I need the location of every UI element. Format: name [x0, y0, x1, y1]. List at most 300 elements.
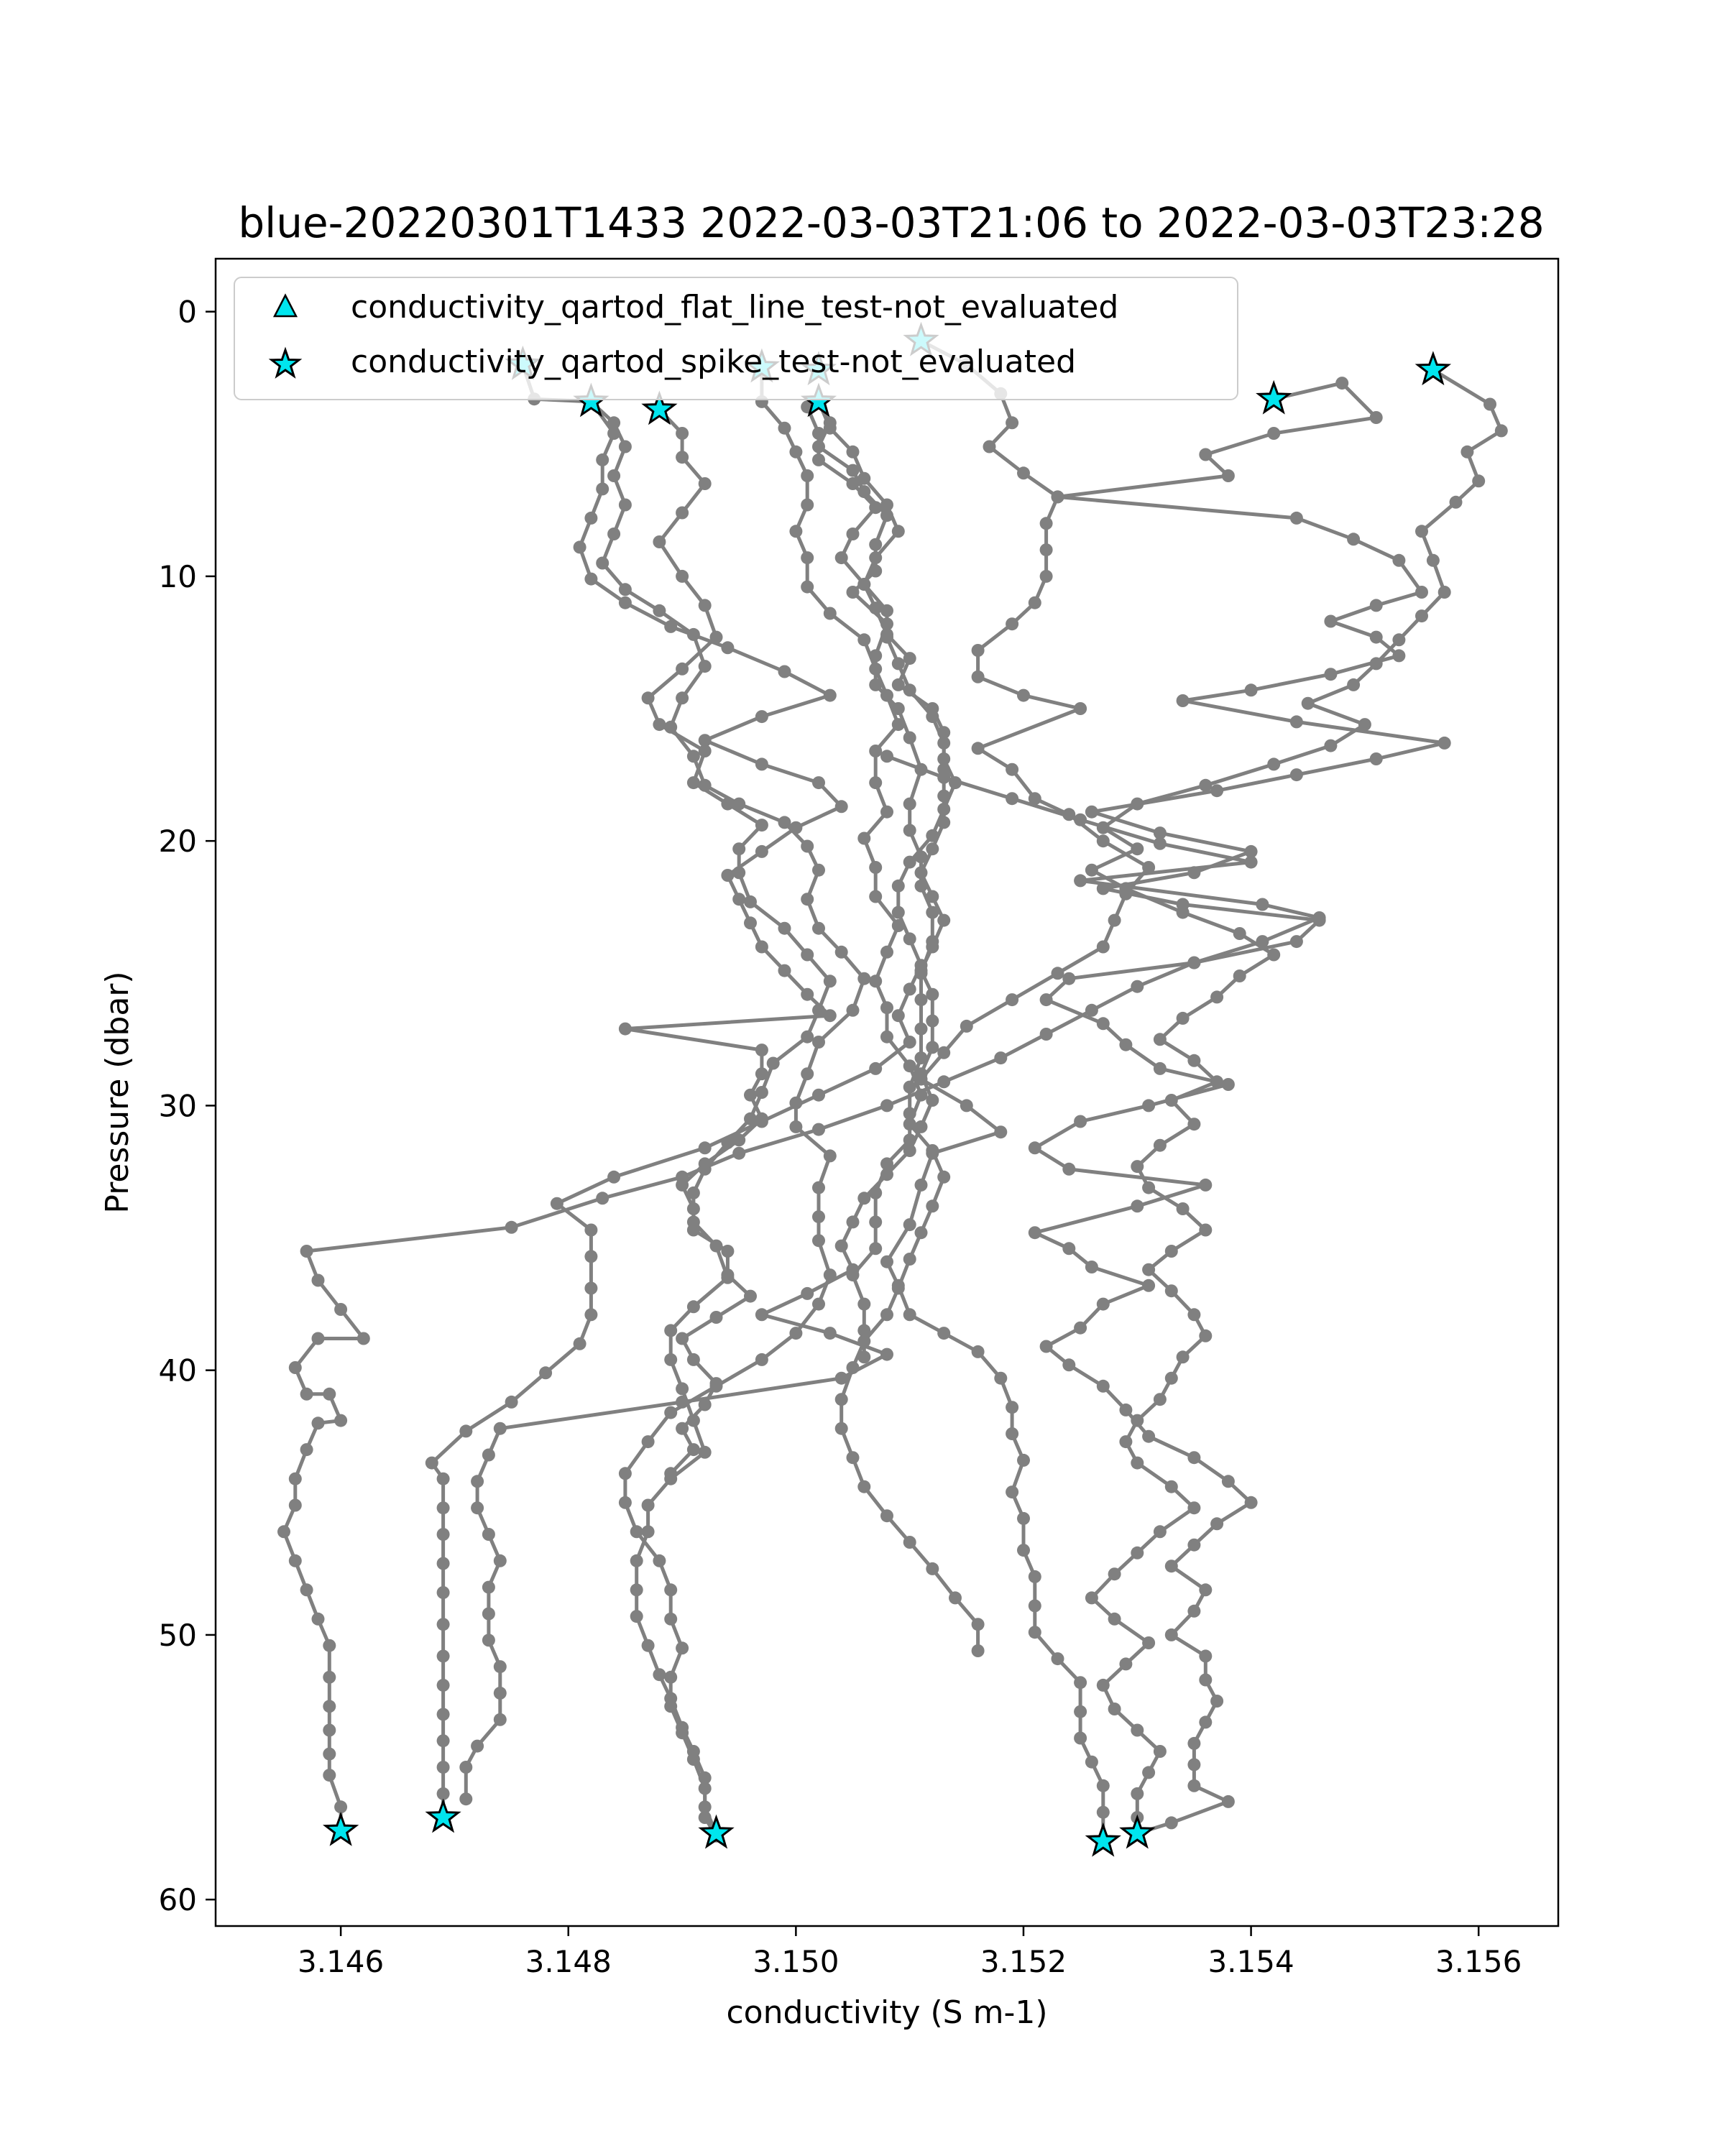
profile-point — [494, 1554, 507, 1567]
profile-point — [1370, 411, 1383, 424]
profile-point — [312, 1416, 325, 1429]
profile-point — [1131, 1787, 1144, 1800]
profile-point — [880, 1001, 893, 1014]
profile-point — [1029, 792, 1041, 805]
profile-point — [972, 671, 985, 683]
profile-point — [926, 988, 939, 1001]
profile-point — [926, 906, 939, 919]
profile-point — [574, 540, 586, 553]
profile-point — [960, 1099, 973, 1112]
profile-point — [437, 1501, 450, 1514]
profile-point — [1154, 1745, 1167, 1758]
profile-point — [915, 1179, 928, 1192]
profile-point — [1097, 1017, 1110, 1030]
profile-point — [732, 842, 745, 855]
profile-point — [1052, 967, 1064, 980]
profile-point — [1119, 1435, 1132, 1448]
profile-point — [721, 1136, 734, 1149]
profile-point — [801, 551, 814, 564]
profile-point — [926, 1094, 939, 1107]
y-tick-label: 60 — [158, 1882, 197, 1918]
profile-point — [903, 856, 916, 869]
profile-point — [915, 1051, 928, 1064]
profile-point — [812, 1123, 825, 1136]
profile-point — [869, 1215, 882, 1228]
profile-point — [732, 1147, 745, 1160]
profile-point — [721, 798, 734, 811]
profile-point — [437, 1734, 450, 1747]
profile-point — [892, 657, 905, 670]
profile-point — [699, 1772, 712, 1784]
profile-point — [869, 861, 882, 874]
profile-point — [937, 1046, 950, 1059]
profile-point — [892, 880, 905, 893]
profile-point — [437, 1528, 450, 1541]
profile-point — [903, 1536, 916, 1549]
profile-point — [619, 1023, 632, 1036]
profile-point — [676, 1422, 689, 1435]
profile-point — [494, 1713, 507, 1726]
profile-point — [653, 1554, 666, 1567]
profile-point — [903, 683, 916, 696]
profile-point — [1062, 1242, 1075, 1255]
profile-point — [1006, 993, 1018, 1006]
profile-point — [937, 763, 950, 776]
profile-point — [642, 1499, 655, 1512]
y-tick-label: 40 — [158, 1353, 197, 1388]
profile-point — [1062, 972, 1075, 985]
profile-point — [732, 1133, 745, 1146]
profile-point — [1187, 1308, 1200, 1321]
profile-point — [1108, 1613, 1121, 1626]
profile-point — [642, 691, 655, 704]
profile-point — [869, 1187, 882, 1199]
profile-point — [619, 583, 632, 596]
profile-point — [459, 1761, 472, 1774]
profile-point — [937, 803, 950, 816]
profile-point — [1119, 1404, 1132, 1416]
profile-point — [880, 499, 893, 512]
profile-point — [755, 1353, 768, 1366]
profile-point — [1040, 517, 1053, 530]
profile-point — [687, 1443, 700, 1456]
profile-point — [869, 538, 882, 551]
profile-point — [903, 1218, 916, 1231]
profile-point — [1142, 1279, 1155, 1292]
profile-point — [903, 1081, 916, 1094]
profile-point — [1085, 864, 1098, 877]
profile-point — [1062, 1163, 1075, 1176]
profile-point — [1154, 1062, 1167, 1075]
profile-point — [915, 1089, 928, 1102]
profile-point — [699, 779, 712, 792]
profile-point — [847, 528, 860, 540]
profile-point — [1006, 1427, 1018, 1440]
profile-point — [1040, 570, 1053, 583]
profile-point — [1245, 1496, 1258, 1509]
profile-point — [744, 1112, 757, 1125]
profile-point — [1199, 1583, 1212, 1596]
profile-point — [699, 477, 712, 490]
profile-point — [1347, 533, 1360, 545]
profile-point — [926, 1015, 939, 1028]
profile-point — [1324, 740, 1337, 752]
profile-point — [857, 472, 870, 485]
profile-point — [926, 941, 939, 954]
profile-point — [1187, 1758, 1200, 1771]
profile-point — [1165, 1372, 1178, 1385]
legend-label-spike: conductivity_qartod_spike_test-not_evaluated — [351, 344, 1077, 380]
profile-point — [323, 1671, 336, 1684]
profile-point — [915, 1023, 928, 1036]
profile-point — [539, 1366, 552, 1379]
profile-point — [664, 721, 677, 734]
profile-point — [1040, 1340, 1053, 1353]
profile-point — [824, 607, 837, 620]
profile-point — [437, 1761, 450, 1774]
profile-point — [1347, 678, 1360, 691]
profile-point — [699, 1141, 712, 1154]
profile-point — [676, 1382, 689, 1395]
profile-point — [835, 1393, 848, 1406]
profile-point — [1097, 941, 1110, 954]
profile-point — [437, 1618, 450, 1631]
profile-point — [732, 866, 745, 879]
profile-point — [869, 975, 882, 987]
profile-point — [869, 776, 882, 789]
profile-point — [778, 922, 791, 935]
profile-point — [847, 1263, 860, 1276]
profile-point — [903, 1107, 916, 1120]
profile-point — [664, 1613, 677, 1626]
profile-point — [903, 1253, 916, 1266]
profile-point — [630, 1554, 643, 1567]
profile-point — [323, 1639, 336, 1652]
profile-point — [1222, 1475, 1235, 1488]
profile-point — [869, 890, 882, 903]
profile-point — [482, 1449, 495, 1462]
profile-point — [972, 1644, 985, 1657]
profile-point — [312, 1332, 325, 1345]
profile-point — [857, 633, 870, 646]
profile-point — [1199, 1649, 1212, 1662]
profile-point — [426, 1457, 438, 1470]
profile-point — [1131, 1160, 1144, 1173]
profile-point — [1290, 715, 1303, 728]
profile-point — [812, 1089, 825, 1102]
profile-point — [505, 1396, 518, 1409]
profile-point — [1290, 935, 1303, 948]
profile-point — [676, 427, 689, 440]
profile-point — [926, 890, 939, 903]
profile-point — [619, 1467, 632, 1480]
profile-point — [619, 596, 632, 609]
y-tick-label: 20 — [158, 824, 197, 860]
profile-point — [812, 427, 825, 440]
profile-point — [664, 1353, 677, 1366]
profile-point — [1142, 1181, 1155, 1194]
profile-point — [801, 1067, 814, 1080]
profile-point — [801, 581, 814, 594]
profile-point — [869, 663, 882, 676]
profile-point — [915, 1067, 928, 1080]
profile-point — [1097, 821, 1110, 834]
profile-point — [903, 798, 916, 811]
profile-point — [835, 1372, 848, 1385]
profile-point — [312, 1274, 325, 1287]
profile-point — [812, 453, 825, 466]
profile-point — [880, 946, 893, 959]
profile-point — [1154, 837, 1167, 850]
profile-point — [1210, 990, 1223, 1003]
profile-point — [812, 1234, 825, 1247]
profile-point — [824, 422, 837, 435]
profile-point — [1415, 609, 1428, 622]
profile-point — [1040, 1028, 1053, 1041]
profile-point — [1187, 1779, 1200, 1792]
profile-point — [1199, 1330, 1212, 1342]
profile-point — [1062, 1358, 1075, 1371]
profile-point — [1006, 416, 1018, 429]
profile-point — [699, 1157, 712, 1170]
profile-point — [494, 1422, 507, 1435]
profile-point — [801, 1287, 814, 1300]
profile-point — [323, 1700, 336, 1713]
profile-point — [676, 1171, 689, 1184]
profile-point — [1233, 969, 1246, 982]
profile-point — [1154, 1525, 1167, 1538]
profile-point — [607, 1171, 620, 1184]
profile-point — [574, 1337, 586, 1350]
profile-point — [584, 573, 597, 586]
profile-point — [812, 441, 825, 453]
profile-point — [1142, 861, 1155, 874]
profile-point — [801, 499, 814, 512]
profile-point — [835, 800, 848, 813]
profile-point — [1177, 1350, 1190, 1363]
profile-point — [915, 880, 928, 893]
profile-point — [676, 1721, 689, 1734]
profile-point — [835, 1422, 848, 1435]
profile-point — [323, 1748, 336, 1761]
x-tick-label: 3.152 — [980, 1944, 1067, 1979]
profile-point — [915, 964, 928, 977]
profile-point — [903, 1059, 916, 1072]
profile-point — [482, 1634, 495, 1646]
profile-point — [584, 1282, 597, 1295]
profile-point — [1074, 702, 1087, 715]
profile-point — [1006, 792, 1018, 805]
profile-point — [983, 441, 996, 453]
profile-point — [596, 453, 609, 466]
profile-point — [1108, 1703, 1121, 1715]
profile-point — [300, 1443, 313, 1456]
profile-point — [300, 1583, 313, 1596]
profile-point — [664, 1671, 677, 1684]
profile-point — [857, 1350, 870, 1363]
profile-point — [869, 745, 882, 757]
profile-point — [687, 1745, 700, 1758]
profile-point — [642, 1525, 655, 1538]
profile-point — [1177, 694, 1190, 707]
profile-point — [1290, 768, 1303, 781]
profile-point — [289, 1361, 302, 1374]
profile-point — [1119, 1657, 1132, 1670]
profile-point — [653, 718, 666, 731]
profile-point — [1165, 1480, 1178, 1493]
profile-point — [1017, 689, 1030, 702]
profile-point — [1199, 448, 1212, 461]
profile-point — [596, 1192, 609, 1204]
profile-point — [972, 1345, 985, 1358]
profile-point — [778, 665, 791, 678]
profile-point — [437, 1649, 450, 1662]
profile-point — [1450, 496, 1463, 509]
profile-point — [1210, 784, 1223, 797]
profile-point — [1199, 1179, 1212, 1192]
profile-point — [1245, 683, 1258, 696]
profile-point — [1438, 737, 1451, 750]
profile-point — [903, 1036, 916, 1049]
profile-point — [892, 906, 905, 919]
profile-point — [437, 1557, 450, 1570]
profile-point — [903, 652, 916, 665]
profile-point — [1335, 377, 1348, 390]
profile-point — [903, 1144, 916, 1157]
x-axis-label: conductivity (S m-1) — [726, 1994, 1048, 2031]
profile-point — [835, 946, 848, 959]
profile-point — [1370, 657, 1383, 670]
profile-point — [1097, 1806, 1110, 1819]
profile-point — [1177, 906, 1190, 919]
profile-point — [994, 1051, 1007, 1064]
profile-point — [687, 750, 700, 763]
profile-point — [1142, 1636, 1155, 1649]
profile-point — [584, 1224, 597, 1237]
profile-point — [630, 1583, 643, 1596]
profile-point — [824, 1009, 837, 1022]
profile-point — [1074, 1676, 1087, 1689]
profile-point — [1256, 935, 1269, 948]
profile-point — [903, 982, 916, 995]
profile-point — [1370, 599, 1383, 612]
profile-point — [812, 1036, 825, 1049]
profile-point — [699, 599, 712, 612]
profile-point — [437, 1586, 450, 1599]
profile-point — [1165, 1094, 1178, 1107]
profile-point — [801, 949, 814, 962]
profile-point — [824, 975, 837, 987]
profile-point — [812, 1004, 825, 1017]
profile-point — [699, 1800, 712, 1813]
profile-point — [949, 776, 962, 789]
profile-point — [699, 734, 712, 747]
profile-point — [847, 1004, 860, 1017]
profile-point — [937, 1171, 950, 1184]
profile-point — [857, 1298, 870, 1311]
y-tick-label: 10 — [158, 558, 197, 594]
profile-point — [937, 1327, 950, 1340]
profile-point — [357, 1332, 370, 1345]
profile-point — [471, 1740, 484, 1753]
profile-point — [687, 1414, 700, 1427]
profile-point — [847, 464, 860, 477]
profile-point — [960, 1020, 973, 1033]
profile-point — [778, 422, 791, 435]
profile-point — [1392, 649, 1405, 662]
profile-point — [1187, 1054, 1200, 1067]
profile-point — [653, 604, 666, 617]
profile-point — [1267, 949, 1280, 962]
profile-point — [1199, 1715, 1212, 1728]
profile-point — [812, 864, 825, 877]
profile-point — [1119, 1038, 1132, 1051]
profile-point — [847, 1451, 860, 1464]
legend-label-flat-line: conductivity_qartod_flat_line_test-not_evaluated — [351, 289, 1119, 326]
profile-point — [972, 644, 985, 657]
profile-point — [1006, 617, 1018, 630]
profile-point — [1131, 798, 1144, 811]
profile-point — [847, 1361, 860, 1374]
profile-point — [744, 916, 757, 929]
profile-point — [903, 732, 916, 745]
profile-point — [1142, 1099, 1155, 1112]
profile-point — [1074, 874, 1087, 887]
profile-point — [1233, 927, 1246, 940]
profile-point — [903, 1308, 916, 1321]
profile-point — [869, 678, 882, 691]
profile-point — [880, 1031, 893, 1044]
x-tick-label: 3.154 — [1208, 1944, 1294, 1979]
profile-point — [1154, 1139, 1167, 1152]
profile-point — [1302, 697, 1315, 710]
profile-point — [869, 1242, 882, 1255]
profile-point — [892, 718, 905, 731]
profile-point — [835, 551, 848, 564]
profile-point — [824, 1268, 837, 1281]
profile-point — [699, 1446, 712, 1459]
profile-point — [880, 631, 893, 644]
profile-point — [880, 1099, 893, 1112]
profile-point — [1177, 1012, 1190, 1025]
profile-point — [630, 1610, 643, 1623]
profile-point — [892, 702, 905, 715]
profile-point — [482, 1528, 495, 1541]
profile-point — [471, 1501, 484, 1514]
profile-point — [972, 742, 985, 755]
profile-point — [1017, 1512, 1030, 1525]
profile-point — [312, 1613, 325, 1626]
profile-point — [289, 1473, 302, 1485]
x-tick-label: 3.146 — [298, 1944, 385, 1979]
profile-point — [1324, 668, 1337, 681]
profile-point — [880, 1348, 893, 1361]
profile-point — [1324, 615, 1337, 628]
profile-point — [676, 1641, 689, 1654]
profile-point — [857, 485, 870, 498]
profile-point — [1085, 1756, 1098, 1769]
profile-point — [437, 1708, 450, 1720]
profile-point — [1119, 882, 1132, 895]
profile-point — [1052, 490, 1064, 503]
profile-point — [812, 776, 825, 789]
profile-point — [630, 1525, 643, 1538]
profile-point — [1165, 1628, 1178, 1641]
profile-point — [1187, 1501, 1200, 1514]
profile-point — [1131, 842, 1144, 855]
y-axis-label: Pressure (dbar) — [99, 971, 136, 1214]
profile-point — [676, 507, 689, 520]
